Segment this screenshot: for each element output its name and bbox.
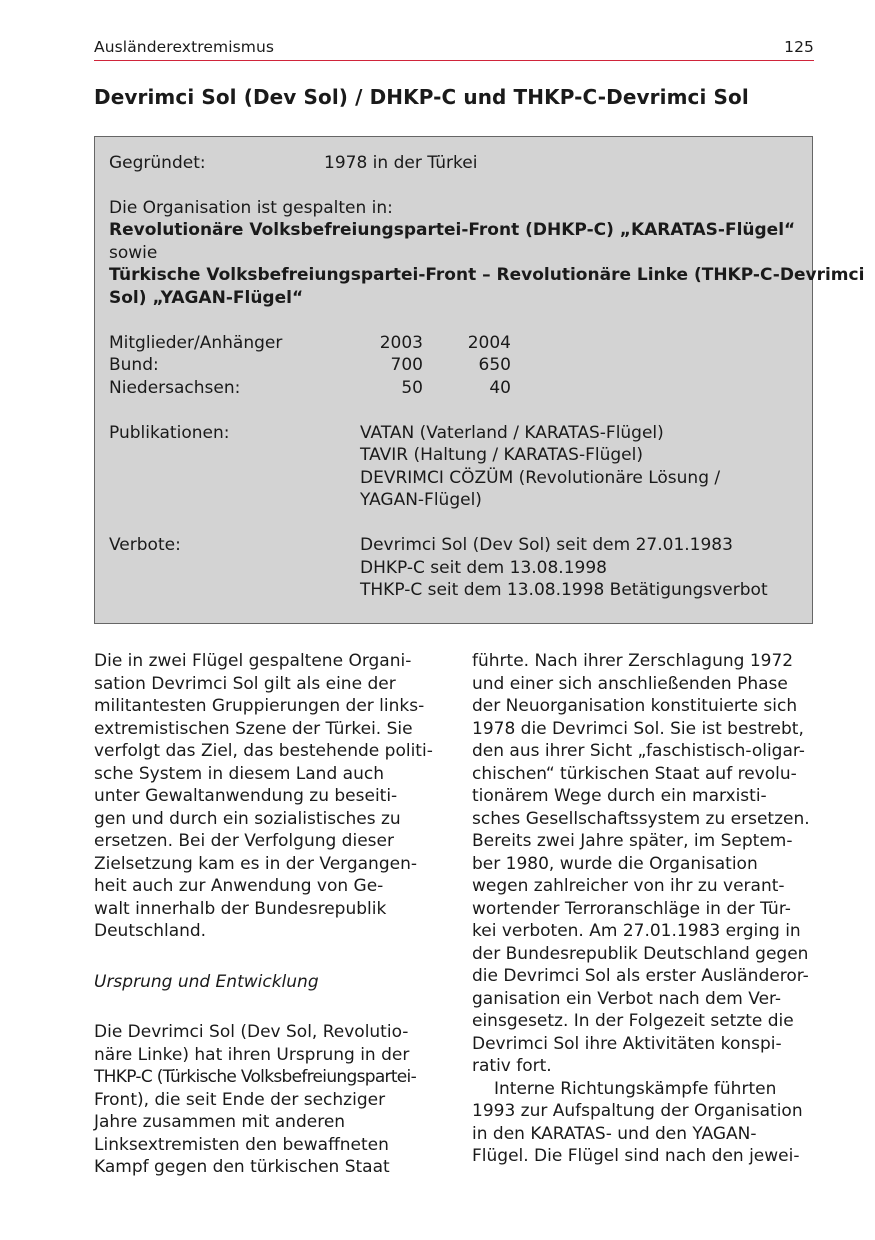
text-line: kei verboten. Am 27.01.1983 erging in bbox=[472, 921, 801, 941]
niedersachsen-2004: 40 bbox=[489, 378, 511, 398]
text-line: THKP-C (Türkische Volksbefreiungspartei- bbox=[94, 1067, 417, 1087]
text-line: chischen“ türkischen Staat auf revolu- bbox=[472, 763, 797, 784]
wing-yagan-line1: Türkische Volksbefreiungspartei-Front – Revolutionäre Linke (THKP-C-Devrimci bbox=[109, 265, 865, 285]
bund-2003: 700 bbox=[390, 355, 423, 375]
text-line: verfolgt das Ziel, das bestehende politi- bbox=[94, 741, 433, 761]
split-intro: Die Organisation ist gespalten in: bbox=[109, 198, 393, 218]
text-line: wegen zahlreicher von ihr zu verant- bbox=[472, 876, 785, 896]
publication-item: DEVRIMCI CÖZÜM (Revolutionäre Lösung / bbox=[360, 468, 721, 488]
body-paragraph bbox=[94, 650, 440, 943]
wing-yagan-line2: Sol) „YAGAN-Flügel“ bbox=[109, 288, 304, 308]
text-line: sche System in diesem Land auch bbox=[94, 763, 384, 784]
text-line: in den KARATAS- und den YAGAN- bbox=[472, 1123, 757, 1144]
text-line: walt innerhalb der Bundesrepublik bbox=[94, 898, 387, 919]
ban-item: DHKP-C seit dem 13.08.1998 bbox=[360, 558, 607, 578]
fact-box bbox=[94, 136, 865, 624]
text-line: Bereits zwei Jahre später, im Septem- bbox=[472, 831, 793, 851]
text-line: Flügel. Die Flügel sind nach den jewei- bbox=[472, 1146, 800, 1166]
text-line: Die Devrimci Sol (Dev Sol, Revolutio- bbox=[94, 1022, 409, 1042]
text-line: gen und durch ein sozialistisches zu bbox=[94, 808, 401, 829]
text-line: tionärem Wege durch ein marxisti- bbox=[472, 786, 767, 806]
year-2004: 2004 bbox=[467, 333, 511, 353]
wing-karatas: Revolutionäre Volksbefreiungspartei-Front (DHKP-C) „KARATAS-Flügel“ bbox=[109, 220, 796, 240]
text-line: Die in zwei Flügel gespaltene Organi- bbox=[94, 651, 412, 671]
bans-label: Verbote: bbox=[109, 535, 181, 555]
body-paragraph bbox=[472, 650, 818, 1078]
text-line: einsgesetz. In der Folgezeit setzte die bbox=[472, 1011, 794, 1031]
row-label-niedersachsen: Niedersachsen: bbox=[109, 378, 241, 398]
page-number: 125 bbox=[784, 38, 814, 56]
founded-label: Gegründet: bbox=[109, 153, 206, 173]
body-paragraph bbox=[94, 1021, 440, 1179]
text-line: sches Gesellschaftssystem zu ersetzen. bbox=[472, 808, 810, 829]
text-line: der Bundesrepublik Deutschland gegen bbox=[472, 943, 809, 964]
sowie-text: sowie bbox=[109, 243, 158, 263]
publication-item: TAVIR (Haltung / KARATAS-Flügel) bbox=[360, 445, 643, 465]
header-section-title: Ausländerextremismus bbox=[94, 38, 275, 56]
text-line: den aus ihrer Sicht „faschistisch-oligar- bbox=[472, 741, 805, 761]
text-line: ganisation ein Verbot nach dem Ver- bbox=[472, 988, 782, 1009]
text-line: die Devrimci Sol als erster Ausländeror- bbox=[472, 966, 809, 986]
members-label: Mitglieder/Anhänger bbox=[109, 333, 283, 353]
row-label-bund: Bund: bbox=[109, 355, 159, 375]
niedersachsen-2003: 50 bbox=[401, 378, 423, 398]
text-line: näre Linke) hat ihren Ursprung in der bbox=[94, 1044, 410, 1065]
text-line: extremistischen Szene der Türkei. Sie bbox=[94, 718, 413, 739]
text-line: rativ fort. bbox=[472, 1056, 552, 1076]
body-column-right bbox=[472, 650, 818, 1168]
founded-value: 1978 in der Türkei bbox=[324, 153, 478, 173]
text-line: führte. Nach ihrer Zerschlagung 1972 bbox=[472, 651, 794, 671]
year-2003: 2003 bbox=[379, 333, 423, 353]
bund-2004: 650 bbox=[478, 355, 511, 375]
text-line: Kampf gegen den türkischen Staat bbox=[94, 1157, 390, 1177]
text-line: Jahre zusammen mit anderen bbox=[94, 1112, 346, 1132]
text-line: Zielsetzung kam es in der Vergangen- bbox=[94, 853, 417, 874]
text-line: Front), die seit Ende der sechziger bbox=[94, 1089, 386, 1110]
text-line: und einer sich anschließenden Phase bbox=[472, 673, 788, 694]
text-line: militantesten Gruppierungen der links- bbox=[94, 696, 425, 716]
body-paragraph bbox=[472, 1078, 818, 1168]
text-line: Linksextremisten den bewaffneten bbox=[94, 1134, 389, 1155]
text-line: heit auch zur Anwendung von Ge- bbox=[94, 876, 384, 896]
article-title: Devrimci Sol (Dev Sol) / DHKP-C und THKP-C-Devrimci Sol bbox=[94, 85, 749, 109]
body-column-left bbox=[94, 650, 440, 1179]
publication-item: VATAN (Vaterland / KARATAS-Flügel) bbox=[360, 423, 664, 443]
text-line: ersetzen. Bei der Verfolgung dieser bbox=[94, 831, 394, 851]
ban-item: Devrimci Sol (Dev Sol) seit dem 27.01.1983 bbox=[360, 535, 733, 555]
text-line: ber 1980, wurde die Organisation bbox=[472, 853, 758, 874]
section-subheading: Ursprung und Entwicklung bbox=[94, 971, 319, 992]
ban-item: THKP-C seit dem 13.08.1998 Betätigungsverbot bbox=[360, 580, 768, 600]
text-line: Deutschland. bbox=[94, 921, 207, 941]
text-line: unter Gewaltanwendung zu beseiti- bbox=[94, 786, 398, 806]
text-line: sation Devrimci Sol gilt als eine der bbox=[94, 673, 396, 694]
text-line: Interne Richtungskämpfe führten bbox=[494, 1078, 777, 1099]
text-line: 1993 zur Aufspaltung der Organisation bbox=[472, 1101, 803, 1121]
text-line: wortender Terroranschläge in der Tür- bbox=[472, 898, 791, 919]
running-header bbox=[94, 38, 814, 61]
publications-label: Publikationen: bbox=[109, 423, 230, 443]
text-line: Devrimci Sol ihre Aktivitäten konspi- bbox=[472, 1033, 782, 1054]
text-line: 1978 die Devrimci Sol. Sie ist bestrebt, bbox=[472, 718, 804, 739]
publication-item: YAGAN-Flügel) bbox=[360, 490, 482, 510]
text-line: der Neuorganisation konstituierte sich bbox=[472, 696, 798, 716]
